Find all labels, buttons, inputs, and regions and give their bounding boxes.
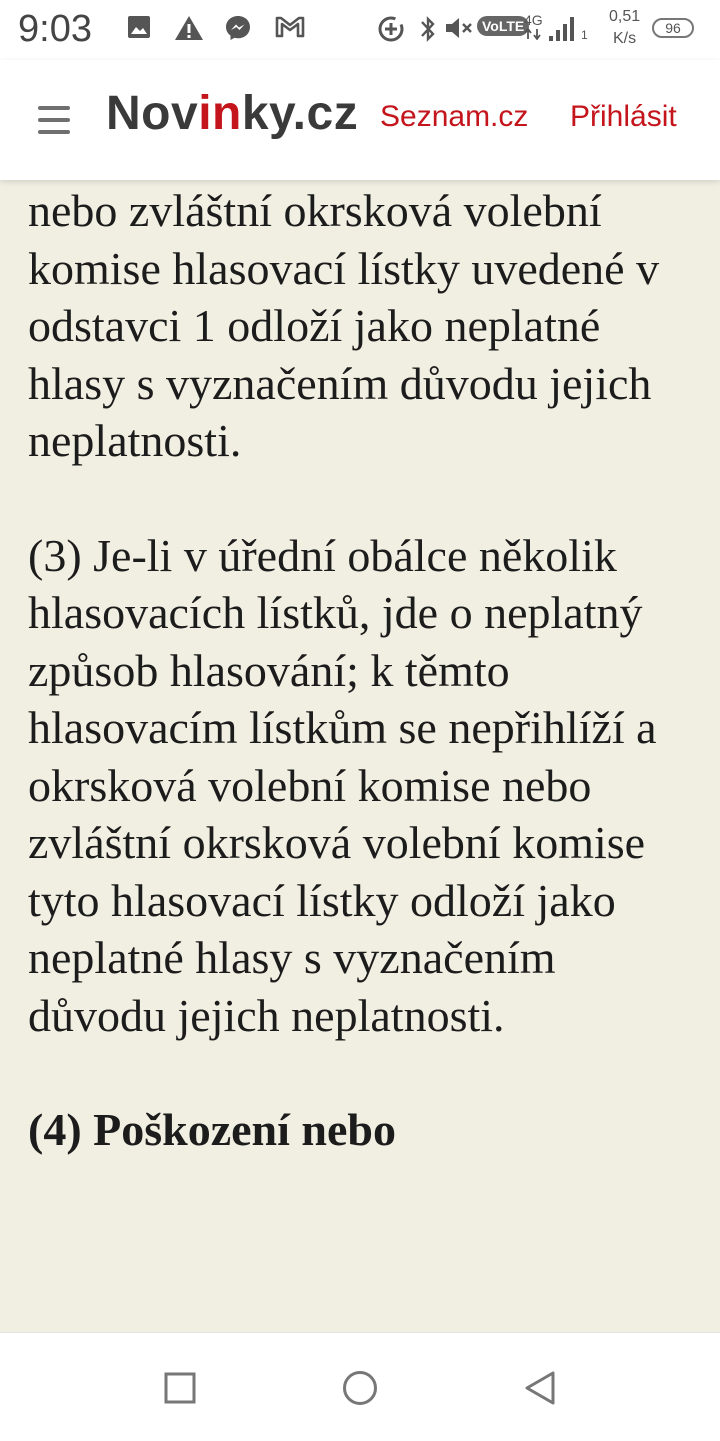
gmail-icon xyxy=(274,14,306,40)
messenger-icon xyxy=(224,14,252,42)
article-text xyxy=(28,182,698,1159)
logo-accent: in xyxy=(198,87,242,140)
novinky-logo[interactable] xyxy=(106,86,358,141)
home-circle-icon[interactable] xyxy=(340,1368,380,1408)
article-paragraph: (3) Je-li v úřední obálce několik hlasovacích lístků, jde o neplatný způsob hlasování; k těmto hlasovacím lístkům se nepřihlíží a okrsková volební komise nebo zvláštní okrsková volební komise tyto hlasovací lístky odloží jako neplatné hlasy s vyznačením důvodu jejich neplatnosti. xyxy=(28,529,657,1041)
article-subheading: (4) Poškození nebo xyxy=(28,1104,396,1155)
status-bar xyxy=(0,0,720,60)
login-link[interactable]: Přihlásit xyxy=(570,100,677,133)
article-paragraph: nebo zvláštní okrsková volební komise hlasovací lístky uvedené v odstavci 1 odloží jako neplatné hlasy s vyznačením důvodu jejich neplatnosti. xyxy=(28,185,660,466)
battery-icon: 96 xyxy=(652,18,694,38)
data-arrows-icon xyxy=(524,28,542,40)
volte-icon: VoLTE xyxy=(477,16,529,36)
back-triangle-icon[interactable] xyxy=(520,1368,560,1408)
bluetooth-icon xyxy=(418,14,438,44)
logo-suffix: ky.cz xyxy=(241,87,359,140)
speed-unit: K/s xyxy=(613,30,637,47)
data-saver-icon xyxy=(376,14,406,44)
network-type: 4G xyxy=(524,12,543,28)
hamburger-menu-icon[interactable] xyxy=(36,100,72,140)
site-header xyxy=(0,60,720,180)
speed-value: 0,51 xyxy=(609,8,641,25)
mute-icon xyxy=(444,14,474,42)
logo-prefix: Nov xyxy=(106,87,199,140)
signal-sim-number: 1 xyxy=(581,28,588,42)
seznam-link[interactable]: Seznam.cz xyxy=(380,100,529,133)
status-time: 9:03 xyxy=(18,8,92,50)
image-icon xyxy=(126,14,152,40)
signal-icon xyxy=(548,14,580,42)
android-nav-bar xyxy=(0,1332,720,1441)
article-body xyxy=(0,180,720,1332)
recents-square-icon[interactable] xyxy=(160,1368,200,1408)
warning-icon xyxy=(174,14,204,42)
